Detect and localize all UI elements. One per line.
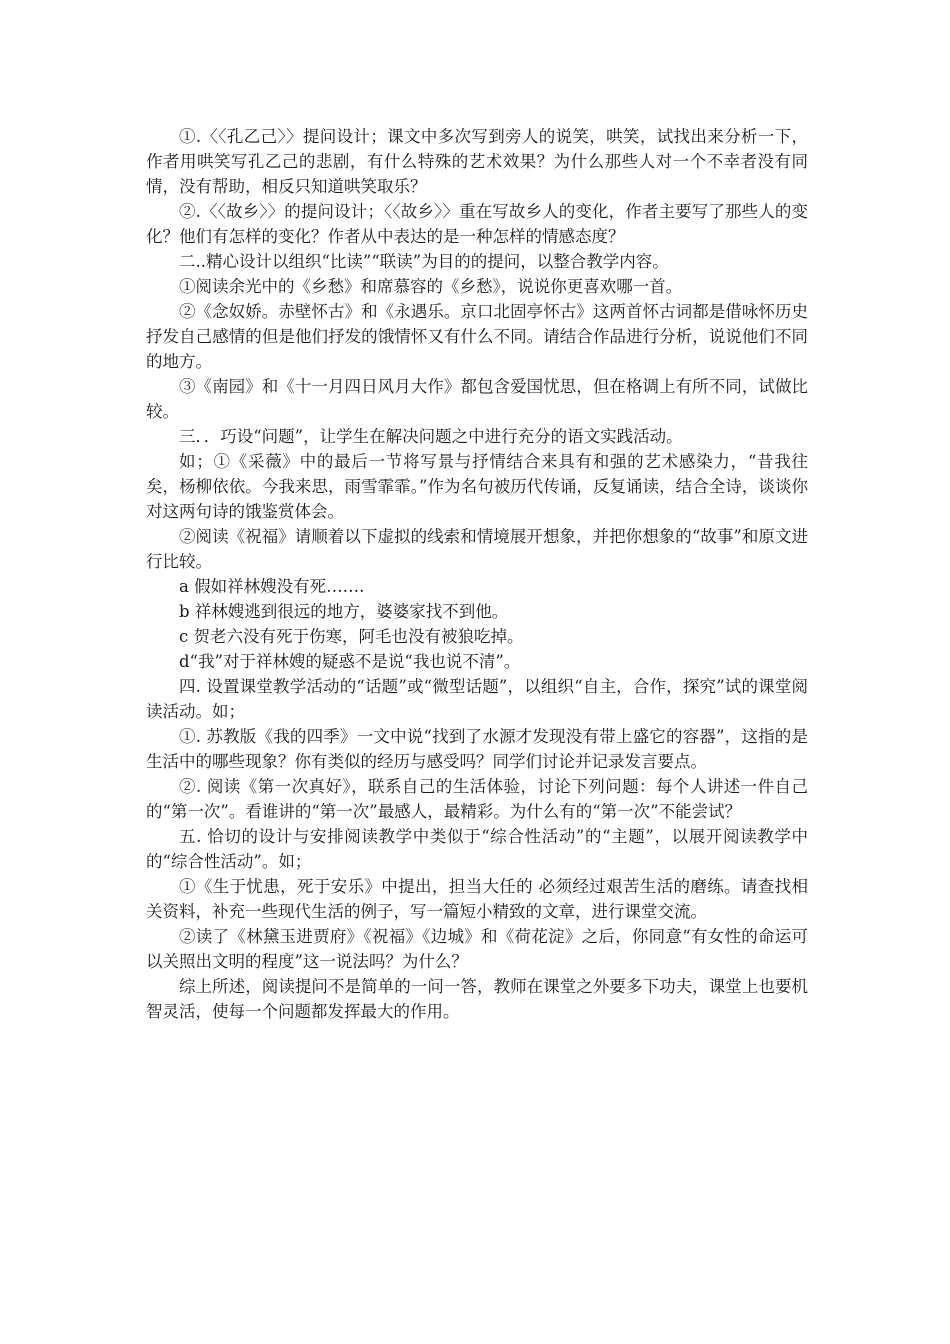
list-item-b: b 祥林嫂逃到很远的地方，婆婆家找不到他。 <box>179 602 509 621</box>
paragraph-nvxing-mingyun: ②读了《林黛玉进贾府》《祝福》《边城》和《荷花淀》之后，你同意“有女性的命运可以关照出文明的程度”这一说法吗？为什么？ <box>146 927 808 971</box>
list-item-d: d“我”对于祥林嫂的疑惑不是说“我也说不清”。 <box>179 652 521 671</box>
paragraph-xiangchou: ①阅读余光中的《乡愁》和席慕容的《乡愁》，说说你更喜欢哪一首。 <box>179 277 683 296</box>
paragraph-conclusion: 综上所述，阅读提问不是简单的一问一答，教师在课堂之外要多下功夫，课堂上也要机智灵活，使每一个问题都发挥最大的作用。 <box>146 977 808 1021</box>
list-item-c: c 贺老六没有死于伤寒，阿毛也没有被狼吃掉。 <box>179 627 524 646</box>
paragraph-wode-siji: ①. 苏教版《我的四季》一文中说“找到了水源才发现没有带上盛它的容器”，这指的是生活中的哪些现象？你有类似的经历与感受吗？同学们讨论并记录发言要点。 <box>146 727 808 771</box>
paragraph-shengyu-youhuan: ①《生于忧患，死于安乐》中提出，担当大任的 必须经过艰苦生活的磨练。请查找相关资料，补充一些现代生活的例子，写一篇短小精致的文章，进行课堂交流。 <box>146 877 808 921</box>
list-item-a: a 假如祥林嫂没有死……. <box>179 577 365 596</box>
paragraph-huaigu-ci: ②《念奴娇。赤壁怀古》和《永遇乐。京口北固亭怀古》这两首怀古词都是借咏怀历史抒发自己感情的但是他们抒发的饿情怀又有什么不同。请结合作品进行分析，说说他们不同的地方。 <box>146 302 808 371</box>
section-heading-3: 三．．巧设“问题”，让学生在解决问题之中进行充分的语文实践活动。 <box>179 427 683 446</box>
paragraph-guxiang-question: ②.〈〈故乡〉〉的提问设计；〈〈故乡〉〉重在写故乡人的变化，作者主要写了那些人的变化？他们有怎样的变化？作者从中表达的是一种怎样的情感态度？ <box>146 202 808 246</box>
document-body <box>146 124 808 1024</box>
paragraph-nanyuan: ③《南园》和《十一月四日风月大作》都包含爱国忧思，但在格调上有所不同，试做比较。 <box>146 377 808 421</box>
paragraph-caiwei: 如；①《采薇》中的最后一节将写景与抒情结合来具有和强的艺术感染力，“昔我往矣，杨柳依依。今我来思，雨雪霏霏。”作为名句被历代传诵，反复诵读，结合全诗，谈谈你对这两句诗的饿鉴赏体会。 <box>146 452 808 521</box>
section-heading-5: 五. 恰切的设计与安排阅读教学中类似于“综合性活动”的“主题”，以展开阅读教学中的“综合性活动”。如； <box>146 827 808 871</box>
paragraph-kongyiji-question: ①.〈〈孔乙己〉〉提问设计；课文中多次写到旁人的说笑，哄笑，试找出来分析一下，作者用哄笑写孔乙己的悲剧，有什么特殊的艺术效果？为什么那些人对一个不幸者没有同情，没有帮助，相反只知道哄笑取乐？ <box>146 127 808 196</box>
section-heading-2: 二..精心设计以组织“比读”“联读”为目的的提问，以整合教学内容。 <box>179 252 669 271</box>
section-heading-4: 四. 设置课堂教学活动的“话题”或“微型话题”，以组织“自主，合作，探究”试的课堂阅读活动。如； <box>146 677 808 721</box>
paragraph-zhufu: ②阅读《祝福》请顺着以下虚拟的线索和情境展开想象，并把你想象的“故事”和原文进行比较。 <box>146 527 808 571</box>
paragraph-diyici: ②. 阅读《第一次真好》，联系自己的生活体验，讨论下列问题：每个人讲述一件自己的“第一次”。看谁讲的“第一次”最感人，最精彩。为什么有的“第一次”不能尝试？ <box>146 777 808 821</box>
